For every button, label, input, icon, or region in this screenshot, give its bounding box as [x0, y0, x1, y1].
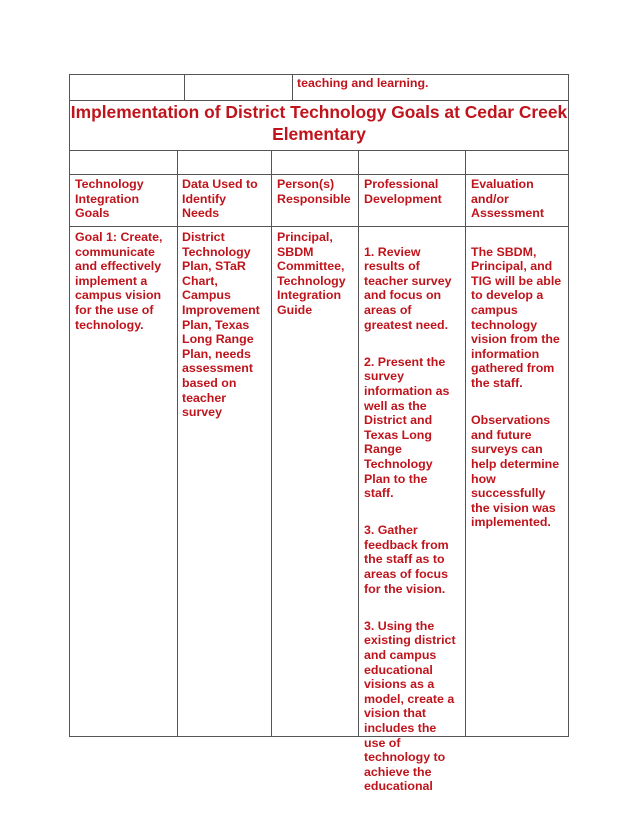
column-divider	[184, 74, 185, 101]
column-divider	[358, 150, 359, 737]
cell-goal: Goal 1: Create, communicate and effectively implement a campus vision for the use of technology.	[75, 230, 163, 332]
development-step: 3. Gather feedback from the staff as to areas of focus for the vision.	[364, 523, 449, 596]
column-divider	[271, 150, 272, 737]
continued-cell-text: teaching and learning.	[297, 76, 429, 90]
row-divider	[69, 174, 569, 175]
column-divider	[177, 150, 178, 737]
column-divider	[465, 150, 466, 737]
header-evaluation: Evaluation and/or Assessment	[471, 177, 545, 221]
header-data-used: Data Used to Identify Needs	[182, 177, 258, 221]
column-divider	[292, 74, 293, 101]
cell-development	[364, 230, 456, 817]
development-step: 1. Review results of teacher survey and focus on areas of greatest need.	[364, 244, 452, 332]
header-persons-responsible: Person(s) Responsible	[277, 177, 351, 206]
cell-persons: Principal, SBDM Committee, Technology Integration Guide	[277, 230, 346, 317]
evaluation-paragraph: The SBDM, Principal, and TIG will be able to develop a campus technology vision from the information gathered from the staff.	[471, 244, 562, 390]
development-step: 3. Using the existing district and campus educational visions as a model, create a vision that includes the use of technology to achieve the educational	[364, 618, 456, 794]
development-step: 2. Present the survey information as well as the District and Texas Long Range Technology Plan to the staff.	[364, 354, 450, 501]
cell-evaluation	[471, 230, 561, 552]
header-technology-goals: Technology Integration Goals	[75, 177, 144, 221]
evaluation-paragraph: Observations and future surveys can help determine how successfully the vision was implemented.	[471, 413, 560, 530]
header-professional-development: Professional Development	[364, 177, 442, 206]
row-divider	[69, 226, 569, 227]
section-title: Implementation of District Technology Goals at Cedar Creek Elementary	[70, 102, 568, 144]
cell-data-used: District Technology Plan, STaR Chart, Campus Improvement Plan, Texas Long Range Plan, needs assessment based on teacher survey	[182, 230, 260, 420]
